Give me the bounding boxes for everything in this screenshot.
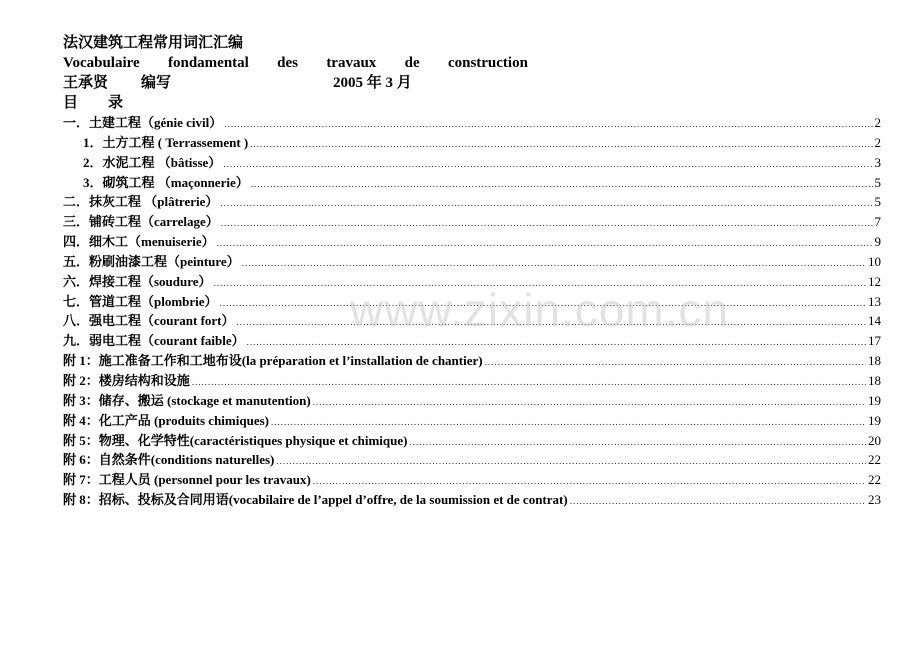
toc-entry-page-number: 19 — [868, 392, 881, 408]
toc-entry[interactable] — [63, 272, 881, 292]
author-line — [63, 73, 881, 93]
toc-entry-label: 1．土方工程 ( Terrassement ) — [83, 134, 249, 150]
toc-entry-page-number: 7 — [874, 214, 881, 230]
toc-entry[interactable] — [63, 292, 881, 312]
toc-entry-label: 三．铺砖工程（carrelage） — [63, 214, 219, 230]
toc-entry-label: 八．强电工程（courant fort） — [63, 313, 235, 329]
toc-heading-left: 目 — [63, 95, 79, 111]
toc-dot-leader — [237, 313, 866, 333]
toc-dot-leader — [409, 433, 866, 453]
toc-dot-leader — [220, 194, 872, 214]
toc-entry-page-number: 23 — [868, 492, 881, 508]
table-of-contents — [63, 113, 881, 510]
toc-dot-leader — [276, 452, 866, 472]
toc-entry-page-number: 10 — [868, 253, 881, 269]
toc-entry-label: 附 4：化工产品 (produits chimiques) — [63, 412, 269, 428]
toc-entry-label: 附 3：储存、搬运 (stockage et manutention) — [63, 392, 311, 408]
toc-entry-label: 3．砌筑工程 （maçonnerie） — [83, 174, 249, 190]
french-title-word: construction — [447, 55, 528, 71]
toc-dot-leader — [313, 393, 866, 413]
toc-entry-page-number: 18 — [868, 353, 881, 369]
toc-dot-leader — [223, 155, 872, 175]
toc-entry-label: 附 7：工程人员 (personnel pour les travaux) — [63, 472, 311, 488]
toc-entry-page-number: 17 — [868, 333, 881, 349]
toc-entry[interactable] — [63, 371, 881, 391]
toc-entry-page-number: 13 — [868, 293, 881, 309]
document-page — [63, 33, 881, 510]
toc-entry-page-number: 2 — [874, 134, 881, 150]
toc-entry-page-number: 9 — [874, 234, 881, 250]
toc-heading — [63, 93, 881, 112]
toc-entry-label: 四．细木工（menuiserie） — [63, 234, 215, 250]
toc-entry[interactable] — [63, 192, 881, 212]
toc-entry-page-number: 22 — [868, 472, 881, 488]
author-role: 编写 — [141, 75, 172, 91]
toc-dot-leader — [570, 492, 866, 512]
french-title-word: des — [277, 55, 298, 71]
toc-entry[interactable] — [63, 450, 881, 470]
toc-entry-page-number: 12 — [868, 273, 881, 289]
toc-dot-leader — [250, 135, 872, 155]
toc-entry-label: 七．管道工程（plombrie） — [63, 293, 218, 309]
toc-entry[interactable] — [63, 153, 881, 173]
toc-entry[interactable] — [63, 173, 881, 193]
watermark: www.zixin.com.cn — [350, 284, 729, 336]
toc-entry-label: 六．焊接工程（soudure） — [63, 273, 212, 289]
french-title-word: fondamental — [168, 55, 249, 71]
toc-entry-page-number: 5 — [874, 194, 881, 210]
french-title — [63, 53, 528, 73]
toc-dot-leader — [485, 353, 866, 373]
publication-date: 2005 年 3 月 — [333, 75, 412, 91]
toc-dot-leader — [221, 214, 873, 234]
toc-entry-label: 附 8：招标、投标及合同用语(vocabilaire de l’appel d’offre, de la soumission et de contrat) — [63, 492, 568, 508]
toc-dot-leader — [251, 175, 873, 195]
toc-dot-leader — [220, 294, 866, 314]
toc-entry[interactable] — [63, 133, 881, 153]
toc-entry[interactable] — [63, 490, 881, 510]
toc-entry-page-number: 20 — [868, 432, 881, 448]
toc-entry-label: 五．粉刷油漆工程（peinture） — [63, 253, 240, 269]
toc-entry[interactable] — [63, 431, 881, 451]
toc-entry-page-number: 22 — [868, 452, 881, 468]
toc-entry-page-number: 5 — [874, 174, 881, 190]
toc-dot-leader — [217, 234, 873, 254]
toc-entry-label: 九．弱电工程（courant faible） — [63, 333, 245, 349]
french-title-word: Vocabulaire — [63, 55, 140, 71]
toc-entry-label: 一．土建工程（génie civil） — [63, 115, 223, 130]
toc-entry-page-number: 3 — [874, 154, 881, 170]
toc-entry-page-number: 18 — [868, 372, 881, 388]
toc-entry[interactable] — [63, 252, 881, 272]
toc-dot-leader — [224, 115, 872, 135]
toc-entry[interactable] — [63, 470, 881, 490]
toc-entry[interactable] — [63, 331, 881, 351]
toc-entry-label: 2．水泥工程 （bâtisse） — [83, 154, 222, 170]
chinese-title: 法汉建筑工程常用词汇汇编 — [63, 35, 244, 51]
toc-entry-label: 附 6：自然条件(conditions naturelles) — [63, 452, 275, 468]
toc-entry[interactable] — [63, 113, 881, 133]
toc-entry-label: 附 2：楼房结构和设施 — [63, 372, 190, 388]
toc-dot-leader — [242, 254, 866, 274]
toc-heading-right: 录 — [108, 95, 124, 111]
toc-entry[interactable] — [63, 212, 881, 232]
toc-entry-label: 附 5：物理、化学特性(caractéristiques physique et chimique) — [63, 432, 408, 448]
author-name: 王承贤 — [63, 75, 109, 91]
toc-entry-label: 二．抹灰工程 （plâtrerie） — [63, 194, 219, 210]
toc-entry-label: 附 1：施工准备工作和工地布设(la préparation et l’installation de chantier) — [63, 353, 483, 369]
toc-entry-page-number: 14 — [868, 313, 881, 329]
toc-entry[interactable] — [63, 391, 881, 411]
toc-entry[interactable] — [63, 311, 881, 331]
french-title-word: travaux — [326, 55, 377, 71]
toc-entry-page-number: 19 — [868, 412, 881, 428]
toc-entry[interactable] — [63, 232, 881, 252]
toc-entry[interactable] — [63, 351, 881, 371]
french-title-word: de — [404, 55, 420, 71]
toc-entry-page-number: 2 — [874, 115, 881, 130]
toc-entry[interactable] — [63, 411, 881, 431]
toc-dot-leader — [214, 274, 866, 294]
